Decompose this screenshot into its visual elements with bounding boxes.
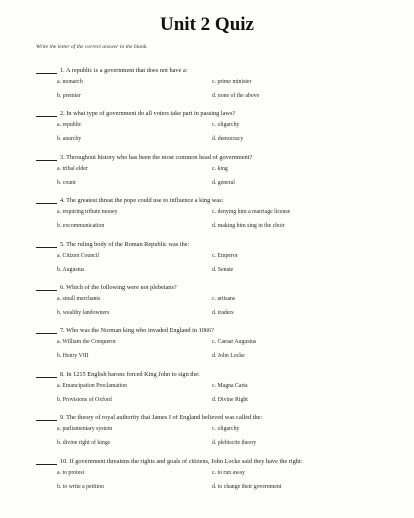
question	[0, 151, 414, 194]
option-c: c. king	[212, 165, 228, 172]
question-text: 1. A republic is a government that does not have a:	[60, 67, 188, 74]
question-stem	[36, 281, 177, 291]
question-stem	[36, 64, 187, 74]
question-stem	[36, 151, 252, 161]
option-a: a. tribal elder	[57, 165, 88, 172]
option-b: b. premier	[57, 93, 81, 99]
option-d: d. Divine Right	[212, 396, 248, 403]
option-d: d. general	[212, 179, 235, 186]
answer-blank[interactable]	[36, 457, 57, 465]
option-c: c. denying him a marriage license	[212, 209, 291, 216]
option-a: a. small merchants	[57, 295, 101, 302]
option-b: b. wealthy landowners	[57, 309, 110, 316]
question	[0, 238, 414, 281]
answer-blank[interactable]	[36, 326, 57, 334]
option-a: a. Emancipation Proclamation	[57, 382, 128, 389]
question-text: 2. In what type of government do all voters take part in passing laws?	[60, 110, 236, 118]
answer-blank[interactable]	[36, 240, 57, 248]
option-b: b. to write a petition	[57, 483, 104, 490]
question-stem	[36, 324, 214, 334]
option-a: a. to protest	[57, 469, 85, 476]
question-stem	[36, 107, 235, 117]
option-d: d. John Locke	[212, 353, 245, 360]
option-d: d. none of the above	[212, 93, 260, 99]
option-c: c. oligarchy	[212, 426, 240, 433]
question	[0, 194, 414, 237]
question-text: 10. If government threatens the rights and goals of citizens, John Locke said they have the right:	[60, 457, 303, 465]
question-text: 3. Throughout history who has been the most common head of government?	[60, 153, 253, 161]
option-b: b. divine right of kings	[57, 440, 110, 447]
option-b: b. count	[57, 179, 76, 186]
answer-blank[interactable]	[36, 109, 57, 117]
option-a: a. Citizen Council	[57, 252, 100, 259]
question-text: 8. In 1215 English barons forced King John to sign the:	[60, 370, 200, 378]
option-a: a. parliamentary system	[57, 426, 113, 433]
option-d: d. making him sing in the choir	[212, 223, 285, 230]
option-c: c. Emperor	[212, 252, 238, 259]
answer-blank[interactable]	[36, 153, 57, 161]
question	[0, 107, 414, 150]
answer-blank[interactable]	[36, 196, 57, 204]
option-b: b. excommunication	[57, 223, 105, 230]
question-text: 4. The greatest threat the pope could use to influence a king was:	[60, 197, 224, 205]
option-b: b. anarchy	[57, 136, 82, 143]
answer-blank[interactable]	[36, 66, 57, 74]
answer-blank[interactable]	[36, 370, 57, 378]
question-stem	[36, 455, 302, 465]
question-stem	[36, 368, 200, 378]
question	[0, 324, 414, 367]
option-b: b. Henry VIII	[57, 353, 89, 360]
option-b: b. Provisions of Oxford	[57, 396, 112, 403]
option-d: d. plebiscite theory	[212, 440, 257, 447]
option-c: c. oligarchy	[212, 122, 240, 129]
answer-blank[interactable]	[36, 283, 57, 291]
question-stem	[36, 194, 223, 204]
option-c: c. Magna Carta	[212, 382, 248, 389]
question	[0, 64, 414, 107]
question-text: 6. Which of the following were not plebeians?	[60, 283, 177, 291]
question-stem	[36, 238, 189, 248]
option-a: a. requiring tribute money	[57, 209, 118, 216]
page-title: Unit 2 Quiz	[160, 14, 254, 35]
instructions: Write the letter of the correct answer in the blank.	[36, 44, 148, 50]
question-text: 5. The ruling body of the Roman Republic was the:	[60, 240, 190, 248]
option-d: d. traders	[212, 309, 234, 316]
question-list	[0, 64, 414, 498]
option-a: a. William the Conqueror	[57, 339, 116, 346]
question	[0, 368, 414, 411]
option-d: d. democracy	[212, 136, 244, 143]
question-text: 7. Who was the Norman king who invaded England in 1066?	[60, 327, 214, 335]
option-a: a. republic	[57, 122, 82, 129]
option-a: a. monarch	[57, 79, 83, 85]
question-text: 9. The theory of royal authority that James I of England believed was called the:	[60, 414, 263, 422]
question	[0, 281, 414, 324]
answer-blank[interactable]	[36, 413, 57, 421]
option-c: c. Caesar Augustus	[212, 339, 257, 346]
option-c: c. artisans	[212, 295, 236, 302]
option-d: d. to change their government	[212, 483, 282, 490]
question	[0, 455, 414, 498]
question-stem	[36, 411, 262, 421]
option-c: c. prime minister	[212, 79, 252, 85]
option-c: c. to run away	[212, 469, 245, 476]
question	[0, 411, 414, 454]
option-b: b. Augustus	[57, 266, 85, 273]
option-d: d. Senate	[212, 266, 234, 273]
